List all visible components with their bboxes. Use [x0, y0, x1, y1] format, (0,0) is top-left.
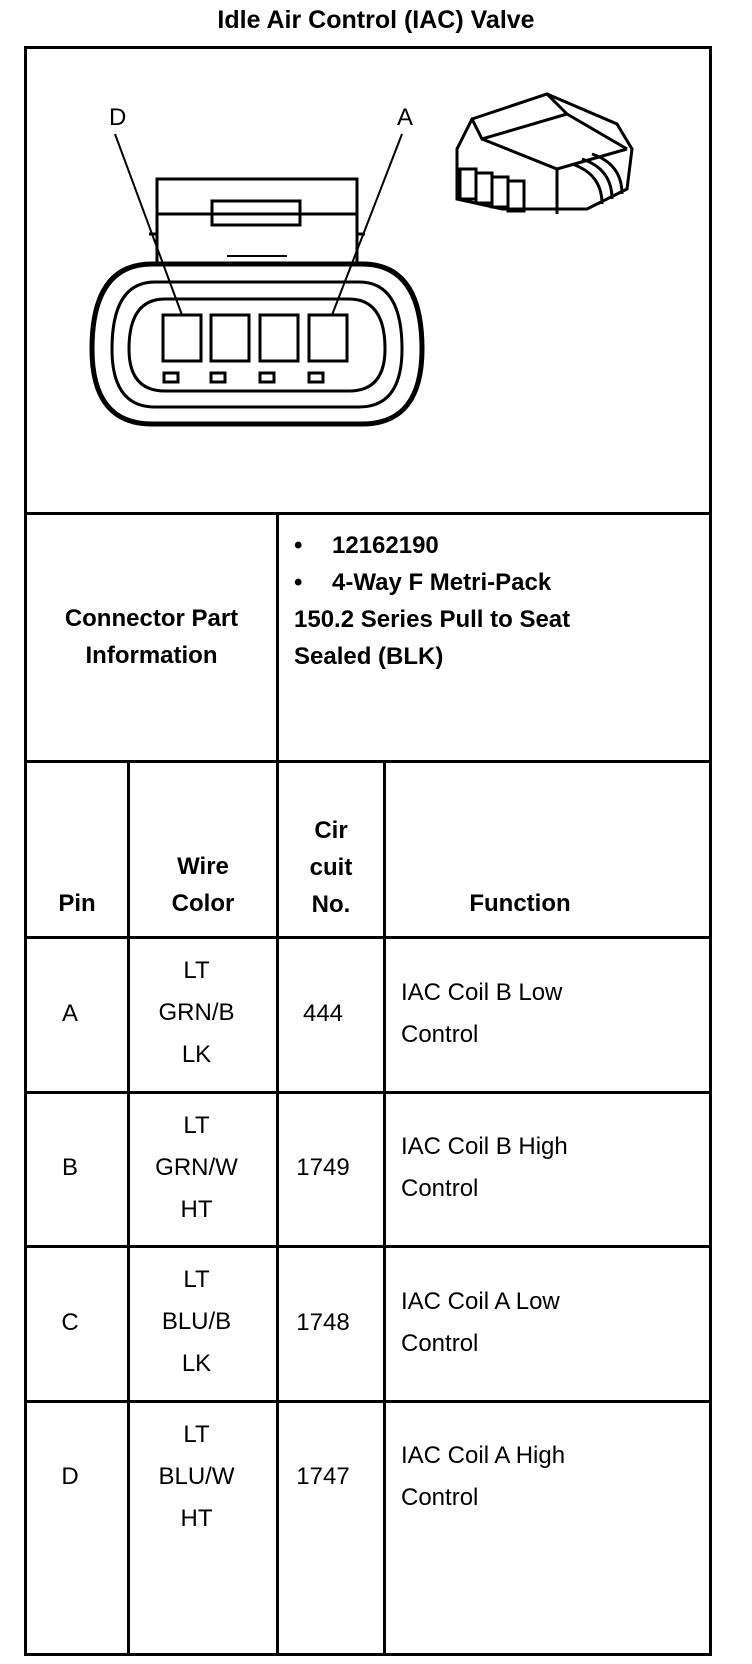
- wire-line: LT: [183, 1112, 210, 1139]
- table-row-function: [401, 1435, 701, 1519]
- connector-type: 4-Way F Metri-Pack: [332, 569, 552, 596]
- function-line: Control: [401, 1484, 479, 1511]
- connector-info-label-line: Connector Part: [64, 605, 239, 632]
- function-line: IAC Coil B Low: [401, 979, 563, 1006]
- pin-label-d: D: [109, 104, 127, 131]
- wire-line: HT: [180, 1505, 213, 1532]
- page-title: Idle Air Control (IAC) Valve: [217, 6, 535, 34]
- header-circuit-line: cuit: [309, 854, 353, 881]
- table-row-pin: D: [61, 1463, 79, 1490]
- table-row-pin: C: [61, 1309, 79, 1336]
- header-pin-text: Pin: [58, 890, 96, 917]
- function-line: Control: [401, 1021, 479, 1048]
- connector-info-label-line: Information: [85, 642, 218, 669]
- bullet-item: • 4-Way F Metri-Pack: [294, 569, 552, 596]
- table-row-pin: A: [61, 1000, 78, 1027]
- header-wire-line: Color: [171, 890, 235, 917]
- header-circuit-line: No.: [311, 891, 351, 918]
- connector-diagram: [27, 49, 709, 539]
- wire-line: GRN/B: [158, 999, 235, 1026]
- table-row-circuit: 1748: [296, 1309, 350, 1336]
- function-line: IAC Coil A Low: [401, 1288, 560, 1315]
- wire-line: LT: [183, 1266, 210, 1293]
- table-row-function: [401, 1126, 701, 1210]
- table-row-circuit: 1747: [296, 1463, 350, 1490]
- pin-label-a: A: [397, 104, 414, 131]
- bullet-item: • 12162190: [294, 532, 439, 559]
- connector-type-cont: 150.2 Series Pull to Seat: [294, 606, 571, 633]
- table-row-wire: [130, 1414, 263, 1540]
- table-row-function: [401, 972, 701, 1056]
- wire-line: LK: [181, 1041, 212, 1068]
- function-line: IAC Coil B High: [401, 1133, 568, 1160]
- divider: [24, 512, 712, 515]
- connector-type-cont: Sealed (BLK): [294, 643, 444, 670]
- wire-line: LT: [183, 957, 210, 984]
- header-circuit: [279, 812, 383, 923]
- header-wire-color: [130, 848, 276, 922]
- table-row-circuit: 1749: [296, 1154, 350, 1181]
- connector-info-details: [294, 527, 704, 675]
- function-line: Control: [401, 1330, 479, 1357]
- table-row-wire: [130, 1105, 263, 1231]
- wire-line: HT: [180, 1196, 213, 1223]
- header-wire-line: Wire: [177, 853, 229, 880]
- function-line: IAC Coil A High: [401, 1442, 566, 1469]
- wire-line: BLU/B: [161, 1308, 232, 1335]
- header-pin: [27, 882, 127, 926]
- table-row-circuit: 444: [302, 1000, 344, 1027]
- table-row-pin: B: [61, 1154, 78, 1181]
- wire-line: LK: [181, 1350, 212, 1377]
- table-row-function: [401, 1281, 701, 1365]
- wire-line: LT: [183, 1421, 210, 1448]
- table-row-wire: [130, 1259, 263, 1385]
- part-number: 12162190: [332, 532, 439, 559]
- header-function-text: Function: [469, 890, 571, 917]
- connector-info-label: [27, 600, 276, 674]
- table-row-wire: [130, 950, 263, 1076]
- wire-line: BLU/W: [158, 1463, 235, 1490]
- wire-line: GRN/W: [155, 1154, 238, 1181]
- function-line: Control: [401, 1175, 479, 1202]
- header-function: [386, 882, 654, 926]
- header-circuit-line: Cir: [314, 817, 348, 844]
